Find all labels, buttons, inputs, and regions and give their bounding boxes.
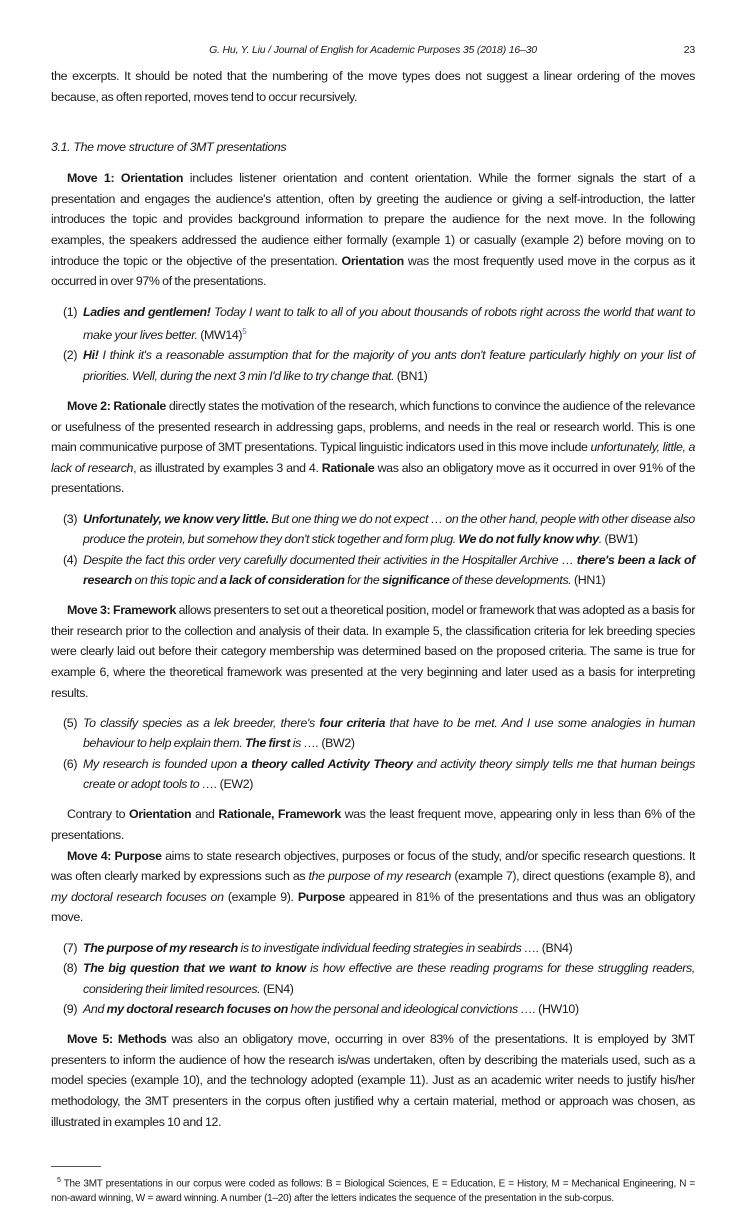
example-number: (5) <box>63 716 78 731</box>
emphasis-text: Despite the fact this order very carefully documented their activities in the Hospitaller Archive … <box>83 552 577 567</box>
text-run: (example 9). <box>223 889 298 904</box>
text-run: was the most frequently used move in the corpus as it occurred in over 97% of the presentations. <box>51 253 695 289</box>
emphasis-text: Ladies and gentlemen! <box>83 304 211 319</box>
example-number: (6) <box>63 756 78 771</box>
text-run: directly states the motivation of the research, which functions to convince the audience of the relevance or usefulness of the presented research in addressing gaps, problems, and needs in the real or research world. This is one main communicative purpose of 3MT presentations. Typical linguistic indicators used in this move include <box>51 399 695 455</box>
text-run: (EW2) <box>217 777 254 792</box>
text-run: , as illustrated by examples 3 and 4. <box>133 460 322 475</box>
emphasis-text: on this topic and <box>131 572 220 587</box>
emphasis-text: a lack of consideration <box>219 572 345 587</box>
emphasis-text: Orientation <box>128 807 192 822</box>
footnote <box>51 1173 695 1206</box>
emphasis-text: Move 2: Rationale <box>67 399 166 414</box>
example-list-2 <box>51 509 695 590</box>
example-item <box>51 550 695 591</box>
emphasis-text: I think it's a reasonable assumption that for the majority of you ants don't feature particularly highly on your list of priorities. Well, during the next 3 min I'd like to try change that. <box>83 348 695 383</box>
emphasis-text: Rationale <box>321 460 375 475</box>
emphasis-text: But one thing we do not expect … on the other hand, people with other disease also produce the protein, but somehow they don't stick together and form plug. <box>83 512 695 547</box>
emphasis-text: The big question that we want to know <box>83 961 306 976</box>
text-run: (BW1) <box>601 532 638 547</box>
emphasis-text: Move 4: Purpose <box>67 848 162 863</box>
example-list-1 <box>51 302 695 386</box>
move2-paragraph <box>51 396 695 499</box>
example-item <box>51 302 695 346</box>
example-item <box>51 345 695 386</box>
intro-paragraph <box>51 66 695 107</box>
text-run: and <box>191 807 219 822</box>
text-run: (EN4) <box>260 981 294 996</box>
emphasis-text: a theory called Activity Theory <box>240 756 413 771</box>
example-number: (4) <box>63 552 78 567</box>
example-item <box>51 958 695 999</box>
text-run: includes listener orientation and content orientation. While the former signals the start of a presentation and engages the audience's attention, often by greeting the audience or giving a self-introduction, the latter introduces the topic and provides background information to prepare the audience for the next move. In the following examples, the speakers addressed the audience either formally (example 1) or casually (example 2) before moving on to introduce the topic or the objective of the presentation. <box>51 171 695 268</box>
move3-paragraph <box>51 600 695 703</box>
example-number: (8) <box>63 961 78 976</box>
move5-paragraph <box>51 1029 695 1132</box>
emphasis-text: To classify species as a lek breeder, there's <box>83 716 320 731</box>
emphasis-text: that have to be met. And I use some analogies in human behaviour to help explain them. <box>83 716 695 751</box>
footnote-reference[interactable]: 5 <box>242 327 247 337</box>
example-number: (1) <box>63 304 78 319</box>
emphasis-text: Today I want to talk to all of you about thousands of robots right across the world that want to make your lives better. <box>83 304 695 343</box>
example-list-3 <box>51 713 695 794</box>
emphasis-text: the purpose of my research <box>308 869 452 884</box>
emphasis-text: And <box>83 1001 107 1016</box>
footnote-marker: 5 <box>57 1177 61 1185</box>
emphasis-text: there's been a lack of research <box>83 552 696 587</box>
emphasis-text: Purpose <box>297 889 345 904</box>
example-item <box>51 713 695 754</box>
emphasis-text: The purpose of my research <box>83 940 238 955</box>
emphasis-text: significance <box>381 572 450 587</box>
example-item <box>51 999 695 1019</box>
emphasis-text: is how effective are these reading programs for these struggling readers, considering their limited resources. <box>83 961 695 996</box>
example-item <box>51 509 695 550</box>
text-run: (example 7), direct questions (example 8), and <box>451 869 695 884</box>
emphasis-text: Hi! <box>83 348 99 363</box>
text-run: (MW14) <box>197 328 243 343</box>
emphasis-text: unfortunately, little, a lack of research <box>51 440 696 475</box>
text-run: was also an obligatory move, occurring in over 83% of the presentations. It is employed by 3MT presenters to inform the audience of how the research is/was undertaken, often by describing the materials used, such as a model species (example 10), and the technology adopted (example 11). Just as an academic writer needs to justify his/her methodology, the 3MT presenters in the corpus often justified why a certain material, method or approach was chosen, as illustrated in examples 10 and 12. <box>51 1032 695 1129</box>
text-run: was also an obligatory move as it occurred in over 91% of the presentations. <box>51 460 695 496</box>
journal-page <box>51 44 695 1206</box>
emphasis-text: Orientation <box>341 253 404 268</box>
emphasis-text: Move 5: Methods <box>67 1032 167 1047</box>
move1-paragraph <box>51 168 695 292</box>
page-number: 23 <box>683 44 695 56</box>
footnote-text: The 3MT presentations in our corpus were coded as follows: B = Biological Sciences, E = Education, E = History, M = Mechanical Engineering, N = non-award winning, W = award winning. A number (1–20) after the letters indicates the sequence of the presentation in the sub-corpus. <box>51 1178 695 1205</box>
emphasis-text: is to investigate individual feeding strategies in seabirds …. <box>237 940 540 955</box>
emphasis-text: My research is founded upon <box>83 756 241 771</box>
example-number: (2) <box>63 348 78 363</box>
text-run: (BN1) <box>394 368 428 383</box>
emphasis-text: my doctoral research focuses on <box>106 1001 288 1016</box>
emphasis-text: four criteria <box>319 716 386 731</box>
emphasis-text: Unfortunately, we know very little. <box>83 512 269 527</box>
text-run: appeared in 81% of the presentations and thus was an obligatory move. <box>51 889 695 925</box>
example-item <box>51 754 695 795</box>
emphasis-text: how the personal and ideological convictions …. <box>287 1001 536 1016</box>
text-run: the excerpts. It should be noted that the numbering of the move types does not suggest a linear ordering of the moves because, as often reported, moves tend to occur recursively. <box>51 69 695 104</box>
example-number: (3) <box>63 512 78 527</box>
text-run: (HN1) <box>571 572 606 587</box>
text-run: was the least frequent move, appearing only in less than 6% of the presentations. <box>51 807 696 842</box>
emphasis-text: is …. <box>290 736 319 751</box>
emphasis-text: Rationale, Framework <box>218 807 341 822</box>
text-run: (BN4) <box>539 940 573 955</box>
text-run: (HW10) <box>535 1001 579 1016</box>
example-number: (7) <box>63 940 78 955</box>
emphasis-text: of these developments. <box>449 572 572 587</box>
emphasis-text: The first <box>244 736 291 751</box>
example-list-4 <box>51 938 695 1019</box>
running-title: G. Hu, Y. Liu / Journal of English for Academic Purposes 35 (2018) 16–30 <box>209 44 537 56</box>
example-number: (9) <box>63 1001 78 1016</box>
emphasis-text: for the <box>344 572 382 587</box>
emphasis-text: Move 3: Framework <box>67 603 176 618</box>
emphasis-text: and activity theory simply tells me that human beings create or adopt tools to …. <box>83 756 695 792</box>
footnote-divider <box>51 1166 101 1167</box>
emphasis-text: Move 1: Orientation <box>67 171 184 186</box>
running-header <box>51 44 695 62</box>
emphasis-text: . <box>598 532 602 547</box>
move4-paragraph <box>51 846 695 928</box>
section-heading: 3.1. The move structure of 3MT presentations <box>51 140 287 155</box>
text-run: aims to state research objectives, purposes or focus of the study, and/or specific research questions. It was often clearly marked by expressions such as <box>51 848 695 884</box>
text-run: Contrary to <box>67 807 129 822</box>
example-item <box>51 938 695 958</box>
text-run: (BW2) <box>318 736 355 751</box>
contrary-paragraph <box>51 804 695 845</box>
text-run: allows presenters to set out a theoretical position, model or framework that was adopted as a basis for their research prior to the collection and analysis of their data. In example 5, the classification criteria for lek breeding species were clearly laid out before their category membership was determined based on the proposed criteria. The same is true for example 6, where the theoretical framework was presented at the very beginning and later used as a basis for interpreting results. <box>51 603 695 700</box>
emphasis-text: my doctoral research focuses on <box>51 889 224 904</box>
emphasis-text: We do not fully know why <box>458 532 599 547</box>
